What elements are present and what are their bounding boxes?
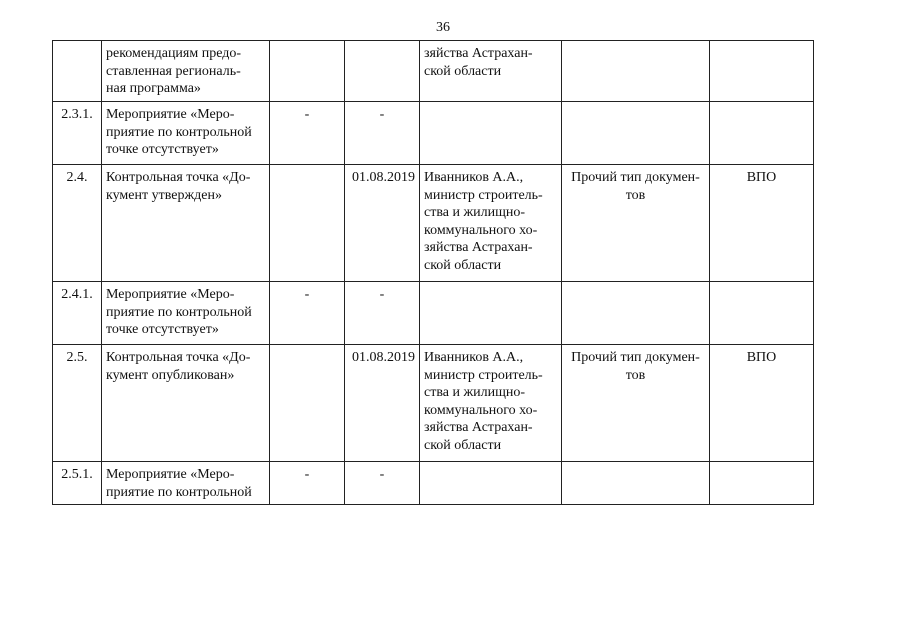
row-number (53, 41, 102, 102)
row-date (345, 41, 420, 102)
table-row (53, 102, 814, 165)
row-level (710, 462, 814, 505)
row-name: Мероприятие «Меро- приятие по контрольной точке отсутствует» (102, 282, 270, 345)
row-responsible: Иванников А.А., министр строитель- ства и жилищно- коммунального хо- зяйства Астрахан- ской области (420, 345, 562, 462)
row-name: Мероприятие «Меро- приятие по контрольной точке отсутствует» (102, 102, 270, 165)
row-name: Контрольная точка «До- кумент утвержден» (102, 165, 270, 282)
row-number: 2.4.1. (53, 282, 102, 345)
table-row (53, 165, 814, 282)
row-doc-type (562, 462, 710, 505)
table-row (53, 345, 814, 462)
row-date: 01.08.2019 (345, 165, 420, 282)
row-level: ВПО (710, 165, 814, 282)
row-start-cell (270, 165, 345, 282)
row-doc-type: Прочий тип докумен- тов (562, 345, 710, 462)
row-name: Контрольная точка «До- кумент опубликован» (102, 345, 270, 462)
activities-table (52, 40, 814, 505)
row-number: 2.4. (53, 165, 102, 282)
row-number: 2.3.1. (53, 102, 102, 165)
table-row (53, 41, 814, 102)
row-start-cell: - (270, 102, 345, 165)
row-level (710, 102, 814, 165)
row-doc-type (562, 41, 710, 102)
row-date: - (345, 102, 420, 165)
row-start-cell: - (270, 462, 345, 505)
row-date: - (345, 282, 420, 345)
row-responsible (420, 462, 562, 505)
row-responsible (420, 102, 562, 165)
table-row (53, 462, 814, 505)
row-start-cell (270, 41, 345, 102)
row-responsible: Иванников А.А., министр строитель- ства и жилищно- коммунального хо- зяйства Астрахан- ской области (420, 165, 562, 282)
row-start-cell (270, 345, 345, 462)
row-level: ВПО (710, 345, 814, 462)
row-start-cell: - (270, 282, 345, 345)
row-responsible (420, 282, 562, 345)
row-doc-type: Прочий тип докумен- тов (562, 165, 710, 282)
row-name: рекомендациям предо- ставленная региональ- ная программа» (102, 41, 270, 102)
row-level (710, 41, 814, 102)
row-level (710, 282, 814, 345)
row-number: 2.5. (53, 345, 102, 462)
row-doc-type (562, 102, 710, 165)
table-row (53, 282, 814, 345)
page-number: 36 (436, 20, 450, 35)
row-number: 2.5.1. (53, 462, 102, 505)
row-date: 01.08.2019 (345, 345, 420, 462)
row-doc-type (562, 282, 710, 345)
row-responsible: зяйства Астрахан- ской области (420, 41, 562, 102)
row-date: - (345, 462, 420, 505)
row-name: Мероприятие «Меро- приятие по контрольной (102, 462, 270, 505)
